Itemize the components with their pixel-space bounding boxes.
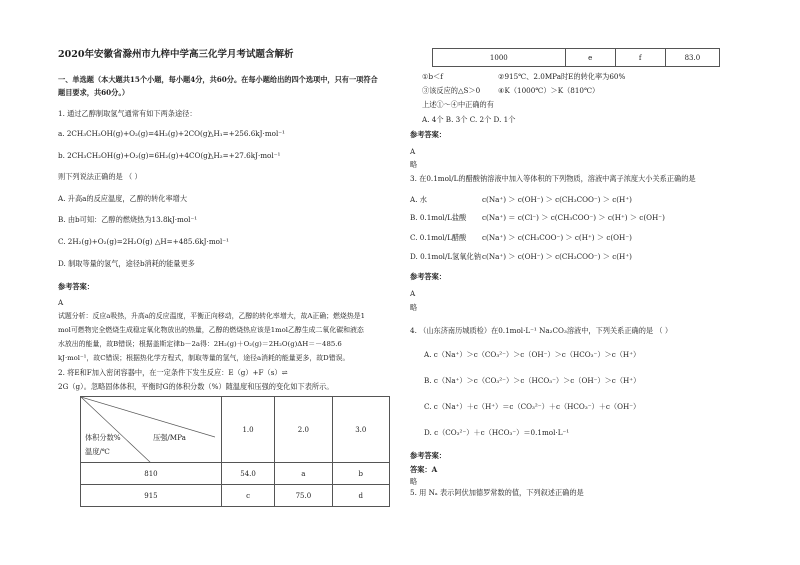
section-heading-cont: 题目要求，共60分。） [58, 88, 130, 97]
question-2: 2. 将E和F加入密闭容器中，在一定条件下发生反应：E（g）+F（s）⇌ [58, 368, 288, 377]
q1-enthalpy-b: △H₂=+27.6kJ·mol⁻¹ [208, 151, 281, 160]
col-header: 3.0 [332, 397, 389, 463]
omitted-note: 略 [410, 303, 418, 312]
q1-option-d: D. 制取等量的氢气，途径b消耗的能量更多 [58, 259, 195, 268]
table-cell: a [275, 463, 332, 485]
explanation-line-4: kJ·mol⁻¹，故C错误；根据热化学方程式，制取等量的氢气，途径a消耗的能量更多，故D错误。 [58, 354, 350, 362]
q1-equation-a: a. 2CH₃CH₂OH(g)+O₂(g)=4H₂(g)+2CO(g) [58, 129, 211, 138]
q3-option-c: c(Na⁺) ＞ c(CH₃COO⁻) ＞ c(H⁺) ＞ c(OH⁻) [482, 233, 632, 242]
q3-option-b: c(Na⁺) ＝ c(Cl⁻) ＞ c(CH₃COO⁻) ＞ c(H⁺) ＞ c(OH⁻) [482, 213, 665, 222]
reference-answer: A [58, 298, 64, 307]
equilibrium-table [80, 396, 390, 507]
explanation-line-3: 水放出的能量，故B错误；根据盖斯定律b－2a得：2H₂(g)＋O₂(g)＝2H₂O(g)ΔH＝－485.6 [58, 340, 342, 348]
q4-option-c: C. c（Na⁺）＋c（H⁺）＝c（CO₃²⁻）＋c（HCO₃⁻）＋c（OH⁻） [424, 402, 641, 411]
reference-answer: 答案：A [410, 465, 438, 474]
explanation-line-2: mol可燃物完全燃烧生成稳定氧化物放出的热量，乙醇的燃烧热应该是1mol乙醇生成二氧化碳和液态 [58, 326, 364, 334]
pressure-label: 压强/MPa [153, 433, 186, 442]
table-cell: 75.0 [275, 485, 332, 507]
table-cell: f [615, 49, 665, 67]
reference-answer-label: 参考答案： [58, 282, 94, 291]
table-cell: 54.0 [221, 463, 274, 485]
omitted-note: 略 [410, 160, 418, 169]
table-cell: d [332, 485, 389, 507]
statement-2: ②915℃、2.0MPa时E的转化率为60% [498, 72, 626, 81]
table-cell: 915 [81, 485, 222, 507]
table-cell: b [332, 463, 389, 485]
question-2-cont: 2G（g）。忽略固体体积，平衡时G的体积分数（%）随温度和压强的变化如下表所示。 [58, 382, 334, 391]
question-3: 3. 在0.1mol/L的醋酸钠溶液中加入等体积的下列物质，溶液中离子浓度大小关系正确的是 [410, 174, 696, 183]
q4-option-a: A. c（Na⁺）＞c（CO₃²⁻）＞c（OH⁻）＞c（HCO₃⁻）＞c（H⁺） [424, 350, 641, 359]
table-header-cell [81, 397, 222, 463]
reference-answer: A [410, 147, 416, 156]
explanation-line-1: 试题分析：反应a吸热，升高a的反应温度，平衡正向移动，乙醇的转化率增大，故A正确；燃烧热是1 [58, 312, 365, 320]
q3-option-d: c(Na⁺) ＞ c(OH⁻) ＞ c(CH₃COO⁻) ＞ c(H⁺) [482, 252, 632, 261]
statement-1: ①b＜f [422, 72, 443, 81]
reference-answer-label: 参考答案： [410, 130, 446, 139]
reference-answer: A [410, 289, 416, 298]
table-row [433, 49, 720, 67]
q2-options: A. 4个 B. 3个 C. 2个 D. 1个 [422, 115, 516, 124]
q1-option-a: A. 升高a的反应温度，乙醇的转化率增大 [58, 194, 188, 203]
q1-equation-b: b. 2CH₃CH₂OH(g)+O₂(g)=6H₂(g)+4CO(g) [58, 151, 211, 160]
q3-option-c-label: C. 0.1mol/L醋酸 [410, 233, 467, 242]
q3-option-b-label: B. 0.1mol/L盐酸 [410, 213, 467, 222]
table-cell: e [565, 49, 615, 67]
q3-option-a: c(Na⁺) ＞ c(OH⁻) ＞ c(CH₃COO⁻) ＞ c(H⁺) [482, 195, 632, 204]
col-header: 2.0 [275, 397, 332, 463]
page-title: 2020年安徽省滁州市九梓中学高三化学月考试题含解析 [58, 49, 294, 60]
question-5: 5. 用 Nₐ 表示阿伏加德罗常数的值，下列叙述正确的是 [410, 488, 584, 497]
equilibrium-table-continued [432, 48, 720, 67]
statement-prompt: 上述①～④中正确的有 [422, 100, 494, 109]
table-cell: 810 [81, 463, 222, 485]
volume-fraction-label: 体积分数% [85, 433, 121, 442]
reference-answer-label: 参考答案： [410, 451, 446, 460]
q1-option-c: C. 2H₂(g)+O₂(g)=2H₂O(g) △H=+485.6kJ·mol⁻¹ [58, 237, 229, 246]
temperature-label: 温度/℃ [85, 447, 110, 456]
section-heading: 一、单选题（本大题共15个小题，每小题4分，共60分。在每小题给出的四个选项中，只有一项符合 [58, 75, 378, 84]
statement-4: ④K（1000℃）＞K（810℃） [498, 86, 600, 95]
table-row [81, 485, 390, 507]
omitted-note: 略 [410, 477, 418, 486]
q4-option-d: D. c（CO₃²⁻）＋c（HCO₃⁻）＝0.1mol·L⁻¹ [424, 428, 570, 437]
q1-enthalpy-a: △H₁=+256.6kJ·mol⁻¹ [208, 129, 285, 138]
question-4: 4. （山东济南历城质检）在0.1mol·L⁻¹ Na₂CO₃溶液中，下列关系正确的是 （ ） [410, 326, 673, 335]
table-cell: 1000 [433, 49, 566, 67]
col-header: 1.0 [221, 397, 274, 463]
table-row [81, 463, 390, 485]
table-cell: c [221, 485, 274, 507]
q1-option-b: B. 由b可知：乙醇的燃烧热为13.8kJ·mol⁻¹ [58, 215, 198, 224]
q3-option-a-label: A. 水 [410, 195, 427, 204]
q3-option-d-label: D. 0.1mol/L氢氧化钠 [410, 252, 481, 261]
q4-option-b: B. c（Na⁺）＞c（CO₃²⁻）＞c（HCO₃⁻）＞c（OH⁻）＞c（H⁺） [424, 376, 641, 385]
statement-3: ③该反应的△S＞0 [422, 86, 481, 95]
q1-prompt: 则下列说法正确的是 （ ） [58, 172, 142, 181]
table-cell: 83.0 [665, 49, 719, 67]
reference-answer-label: 参考答案： [410, 272, 446, 281]
question-1: 1. 通过乙醇制取氢气通常有如下两条途径： [58, 109, 197, 118]
